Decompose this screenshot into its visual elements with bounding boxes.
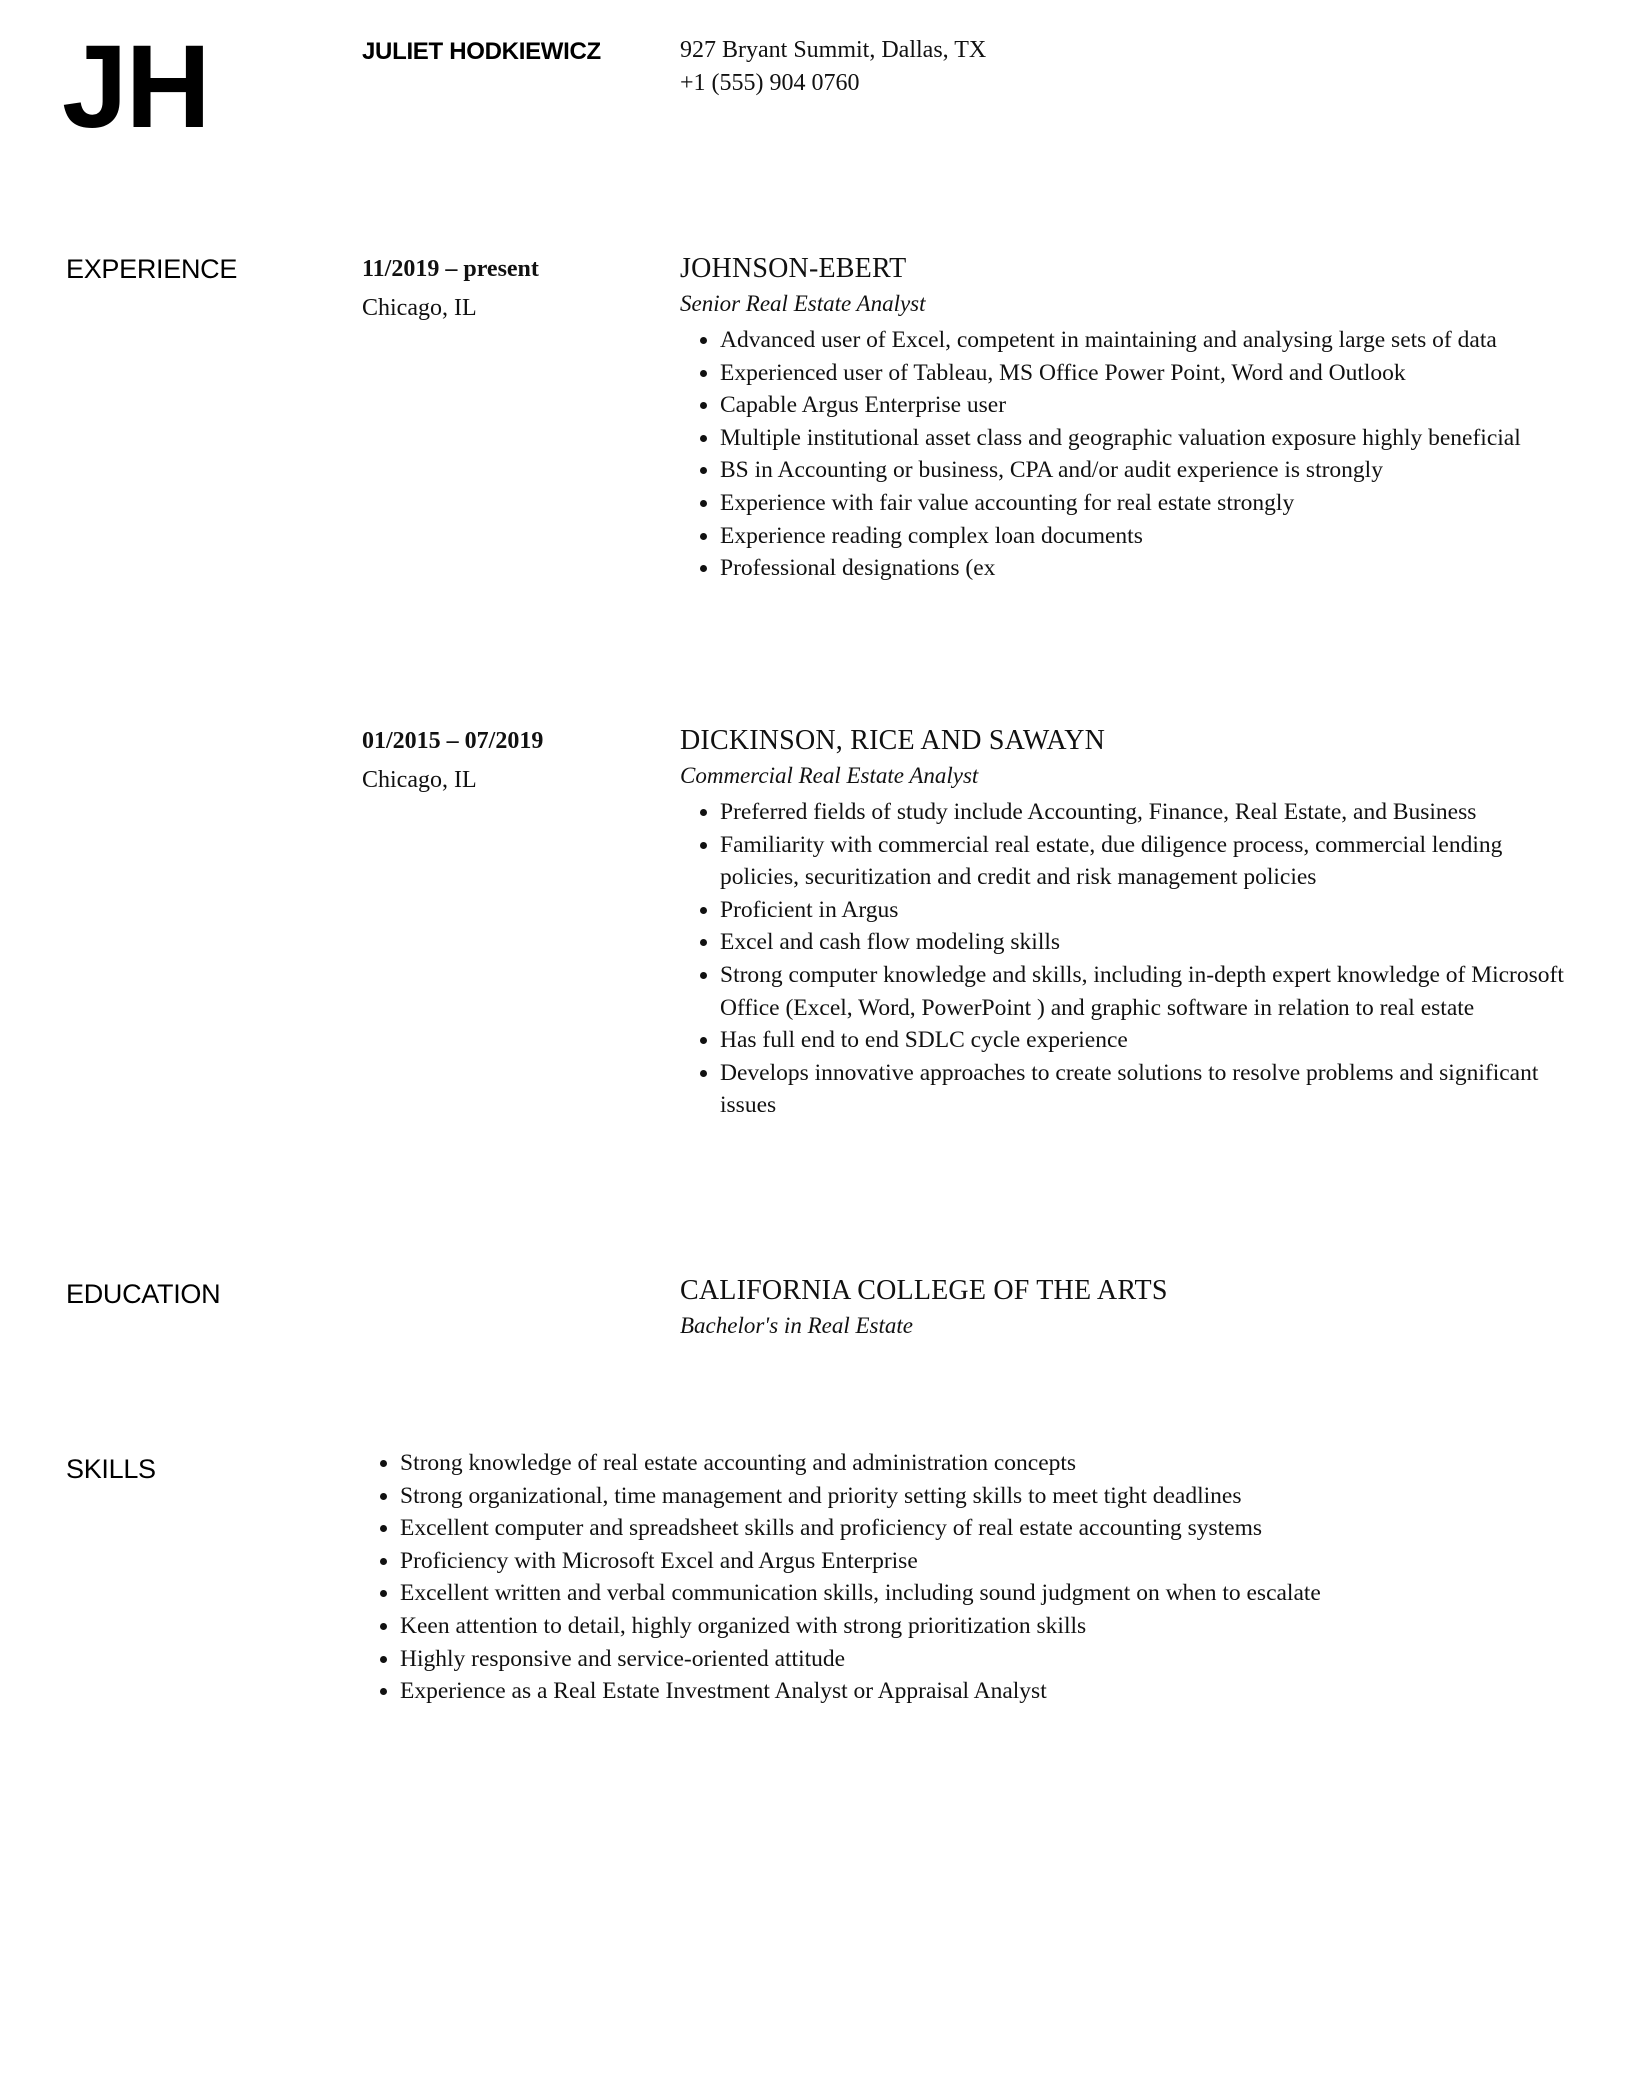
list-item: • Excellent computer and spreadsheet skills and proficiency of real estate accounting systems xyxy=(400,1512,1562,1545)
list-item: • Proficiency with Microsoft Excel and Argus Enterprise xyxy=(400,1545,1562,1578)
contact-block xyxy=(680,34,986,100)
education-entry xyxy=(680,1272,1580,1342)
list-item: • Familiarity with commercial real estate, due diligence process, commercial lending policies, securitization and credit and risk management policies xyxy=(720,829,1580,894)
list-item: • Proficient in Argus xyxy=(720,894,1580,927)
job-dates: 11/2019 – present xyxy=(362,256,539,282)
job-location: Chicago, IL xyxy=(362,295,477,321)
section-label-skills: SKILLS xyxy=(66,1454,156,1484)
job-meta xyxy=(362,250,539,328)
list-item: • Keen attention to detail, highly organized with strong prioritization skills xyxy=(400,1610,1562,1643)
school-name: CALIFORNIA COLLEGE OF THE ARTS xyxy=(680,1275,1168,1306)
list-item: • Excellent written and verbal communication skills, including sound judgment on when to escalate xyxy=(400,1577,1562,1610)
company-name: JOHNSON-EBERT xyxy=(680,253,907,284)
job-title: Commercial Real Estate Analyst xyxy=(680,763,979,788)
list-item: • Highly responsive and service-oriented attitude xyxy=(400,1643,1562,1676)
list-item: • Experience with fair value accounting for real estate strongly xyxy=(720,487,1580,520)
list-item: • Professional designations (ex xyxy=(720,552,1580,585)
list-item: • Excel and cash flow modeling skills xyxy=(720,926,1580,959)
job-meta xyxy=(362,722,543,800)
job-location: Chicago, IL xyxy=(362,767,477,793)
list-item: • Capable Argus Enterprise user xyxy=(720,389,1580,422)
list-item: • Experience reading complex loan documents xyxy=(720,520,1580,553)
list-item: • Strong computer knowledge and skills, including in-depth expert knowledge of Microsoft Office (Excel, Word, PowerPoint ) and graphic software in relation to real estate xyxy=(720,959,1580,1024)
section-label-experience: EXPERIENCE xyxy=(66,254,238,284)
job-dates: 01/2015 – 07/2019 xyxy=(362,728,544,754)
address: 927 Bryant Summit, Dallas, TX xyxy=(680,37,987,63)
list-item: • Experience as a Real Estate Investment Analyst or Appraisal Analyst xyxy=(400,1675,1562,1708)
section-label-education: EDUCATION xyxy=(66,1279,221,1309)
list-item: • Strong knowledge of real estate accounting and administration concepts xyxy=(400,1447,1562,1480)
job-title: Senior Real Estate Analyst xyxy=(680,291,926,316)
list-item: • Multiple institutional asset class and geographic valuation exposure highly beneficial xyxy=(720,422,1580,455)
candidate-name: JULIET HODKIEWICZ xyxy=(362,38,601,65)
skills-list xyxy=(362,1447,1562,1708)
list-item: • Develops innovative approaches to create solutions to resolve problems and significant issues xyxy=(720,1057,1580,1122)
list-item: • Preferred fields of study include Accounting, Finance, Real Estate, and Business xyxy=(720,796,1580,829)
list-item: • Has full end to end SDLC cycle experience xyxy=(720,1024,1580,1057)
list-item: • Advanced user of Excel, competent in maintaining and analysing large sets of data xyxy=(720,324,1580,357)
job-entry xyxy=(680,722,1580,1122)
list-item: • BS in Accounting or business, CPA and/or audit experience is strongly xyxy=(720,454,1580,487)
job-bullets xyxy=(680,796,1580,1122)
company-name: DICKINSON, RICE AND SAWAYN xyxy=(680,725,1106,756)
list-item: • Experienced user of Tableau, MS Office Power Point, Word and Outlook xyxy=(720,357,1580,390)
list-item: • Strong organizational, time management and priority setting skills to meet tight deadlines xyxy=(400,1480,1562,1513)
job-entry xyxy=(680,250,1580,585)
skills-block xyxy=(362,1447,1562,1708)
degree: Bachelor's in Real Estate xyxy=(680,1313,913,1338)
job-bullets xyxy=(680,324,1580,585)
monogram: JH xyxy=(62,21,209,153)
phone: +1 (555) 904 0760 xyxy=(680,70,860,96)
